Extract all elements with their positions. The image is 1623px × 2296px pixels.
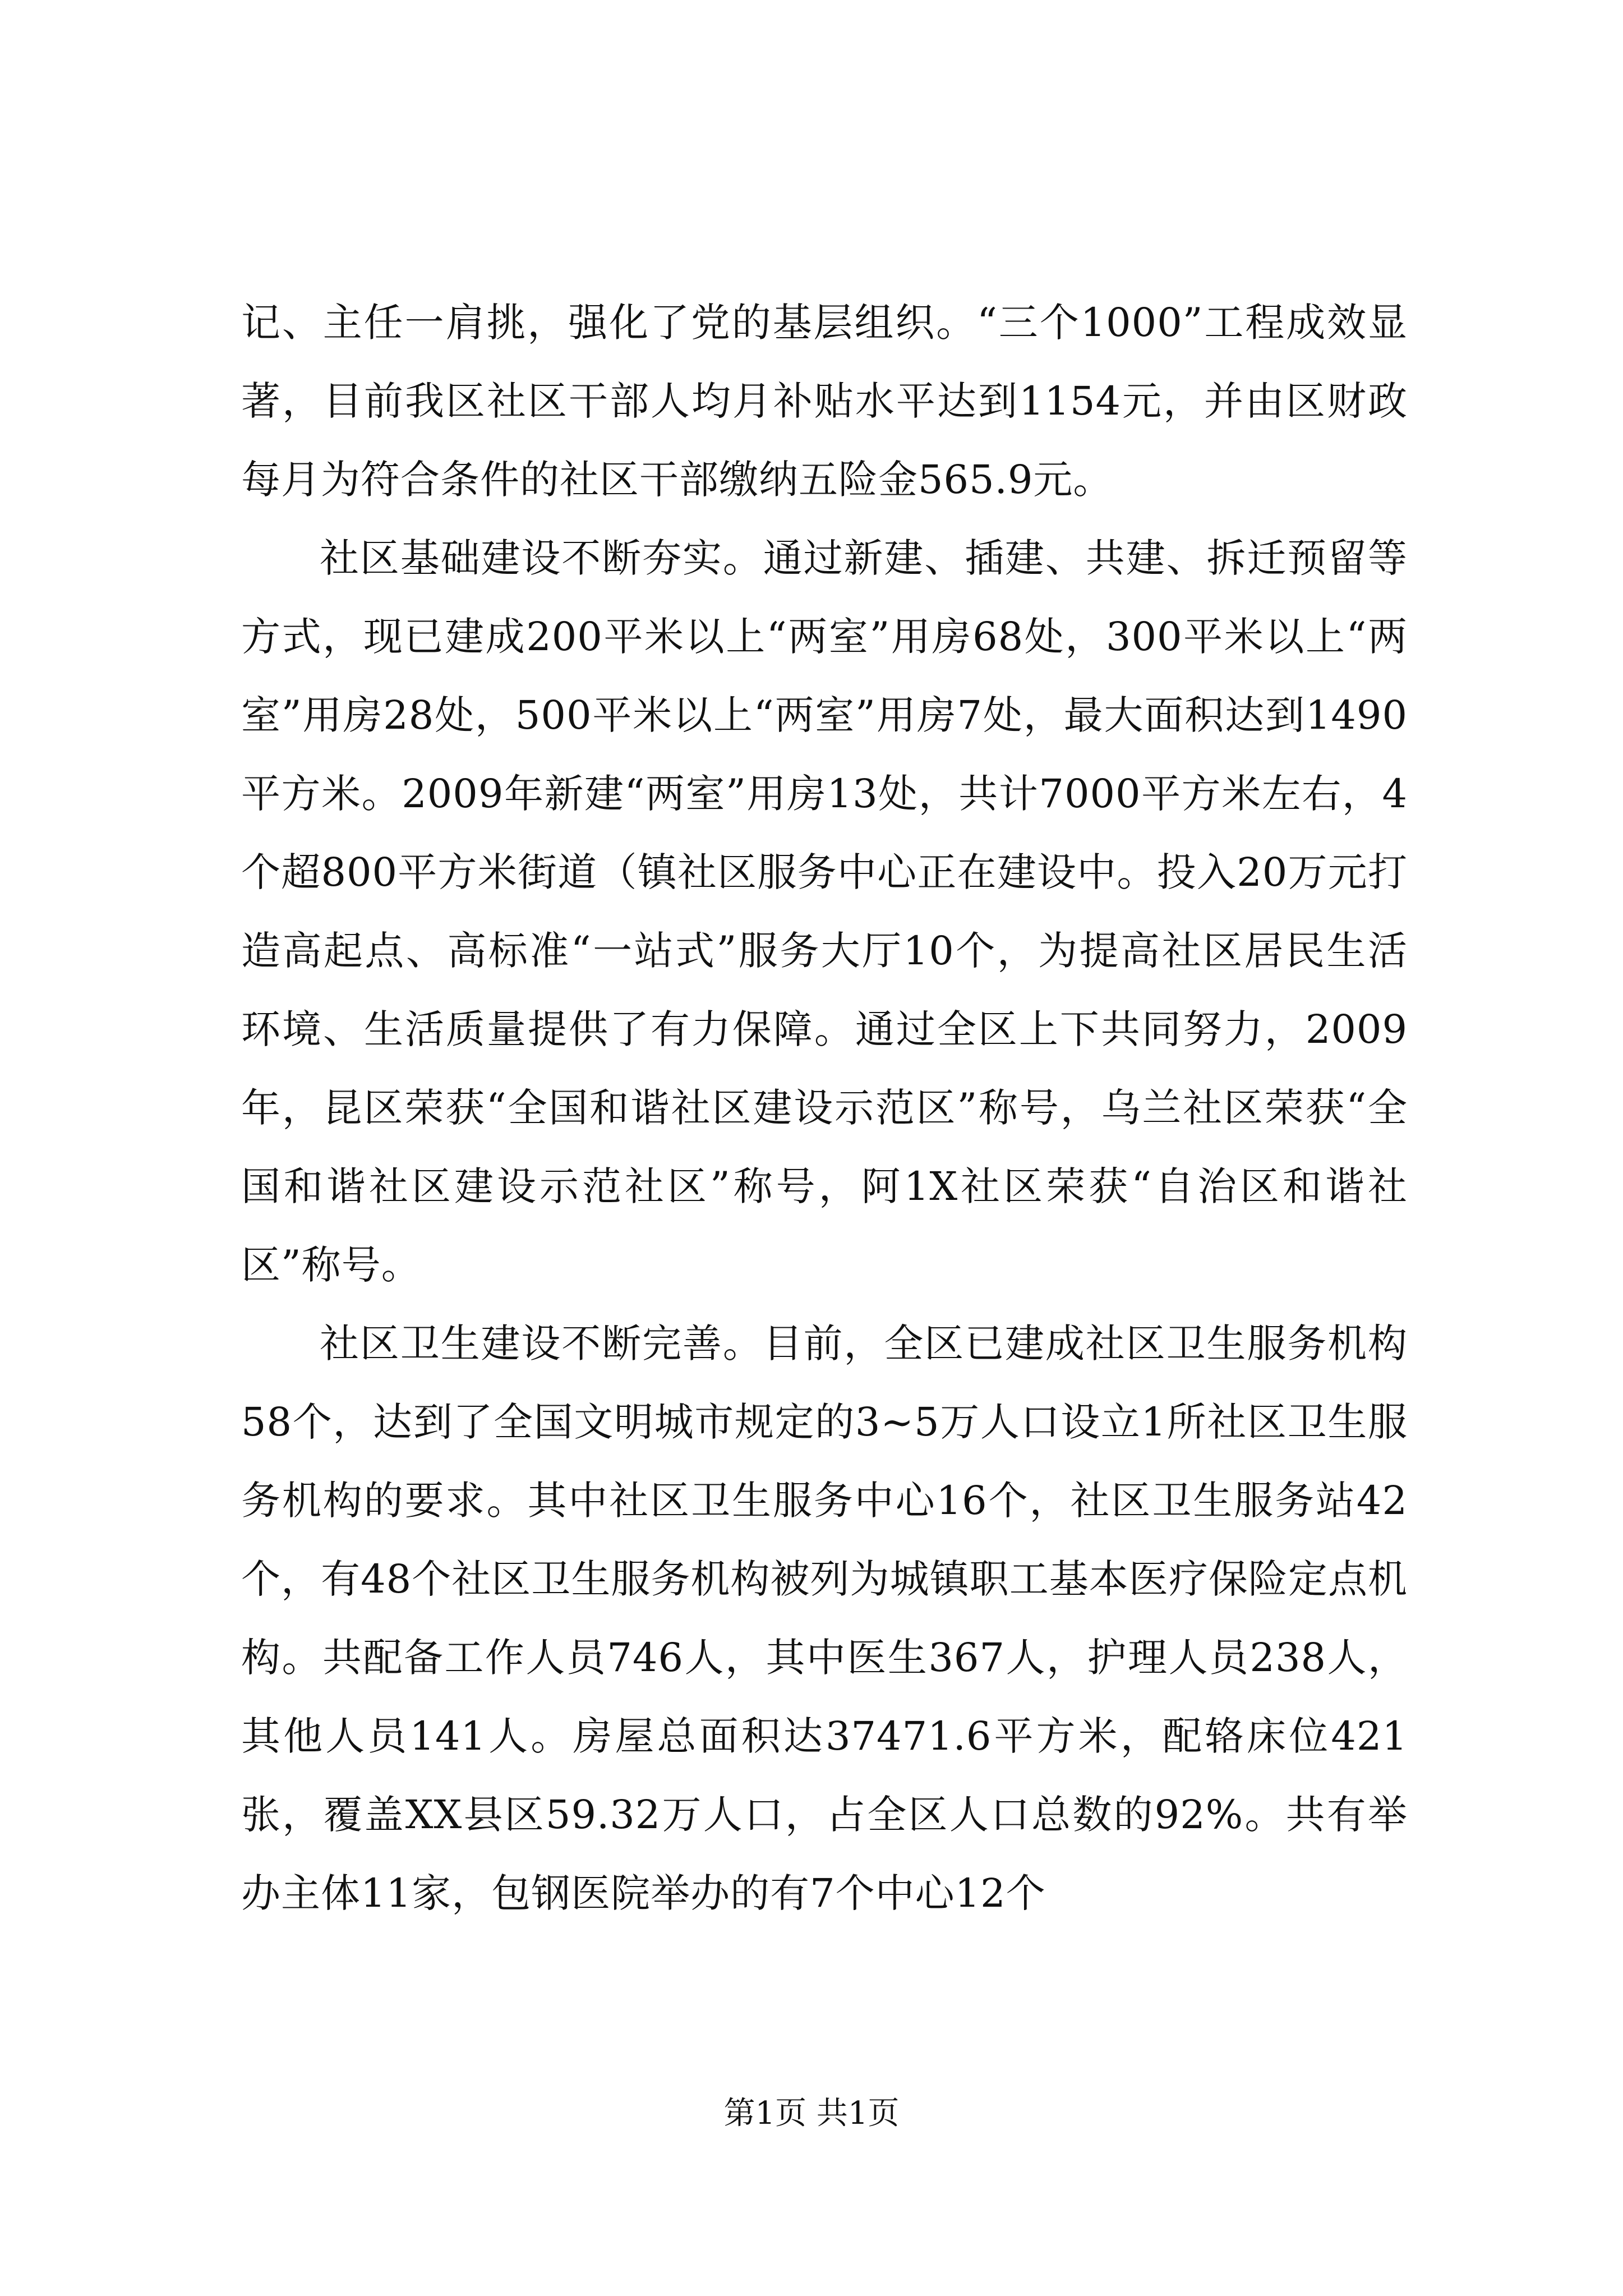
- paragraph-1: 记、主任一肩挑，强化了党的基层组织。“三个1000”工程成效显著，目前我区社区干部人均月补贴水平达到1154元，并由区财政每月为符合条件的社区干部缴纳五险金565.9元。: [241, 300, 1408, 503]
- paragraph-3: 社区卫生建设不断完善。目前，全区已建成社区卫生服务机构58个，达到了全国文明城市规定的3~5万人口设立1所社区卫生服务机构的要求。其中社区卫生服务中心16个，社区卫生服务站42个，有48个社区卫生服务机构被列为城镇职工基本医疗保险定点机构。共配备工作人员746人，其中医生367人，护理人员238人，其他人员141人。房屋总面积达37471.6平方米，配辂床位421张，覆盖XX县区59.32万人口，占全区人口总数的92%。共有举办主体11家，包钢医院举办的有7个中心12个: [241, 1320, 1408, 1916]
- paragraph-2: 社区基础建设不断夯实。通过新建、插建、共建、拆迁预留等方式，现已建成200平米以上“两室”用房68处，300平米以上“两室”用房28处，500平米以上“两室”用房7处，最大面积达到1490平方米。2009年新建“两室”用房13处，共计7000平方米左右，4个超800平方米街道（镇社区服务中心正在建设中。投入20万元打造高起点、高标准“一站式”服务大厅10个，为提高社区居民生活环境、生活质量提供了有力保障。通过全区上下共同努力，2009年，昆区荣获“全国和谐社区建设示范区”称号，乌兰社区荣获“全国和谐社区建设示范社区”称号，阿1X社区荣获“自治区和谐社区”称号。: [241, 535, 1408, 1288]
- page-footer: 第1页 共1页: [723, 2095, 900, 2132]
- document-body: [241, 283, 1408, 1932]
